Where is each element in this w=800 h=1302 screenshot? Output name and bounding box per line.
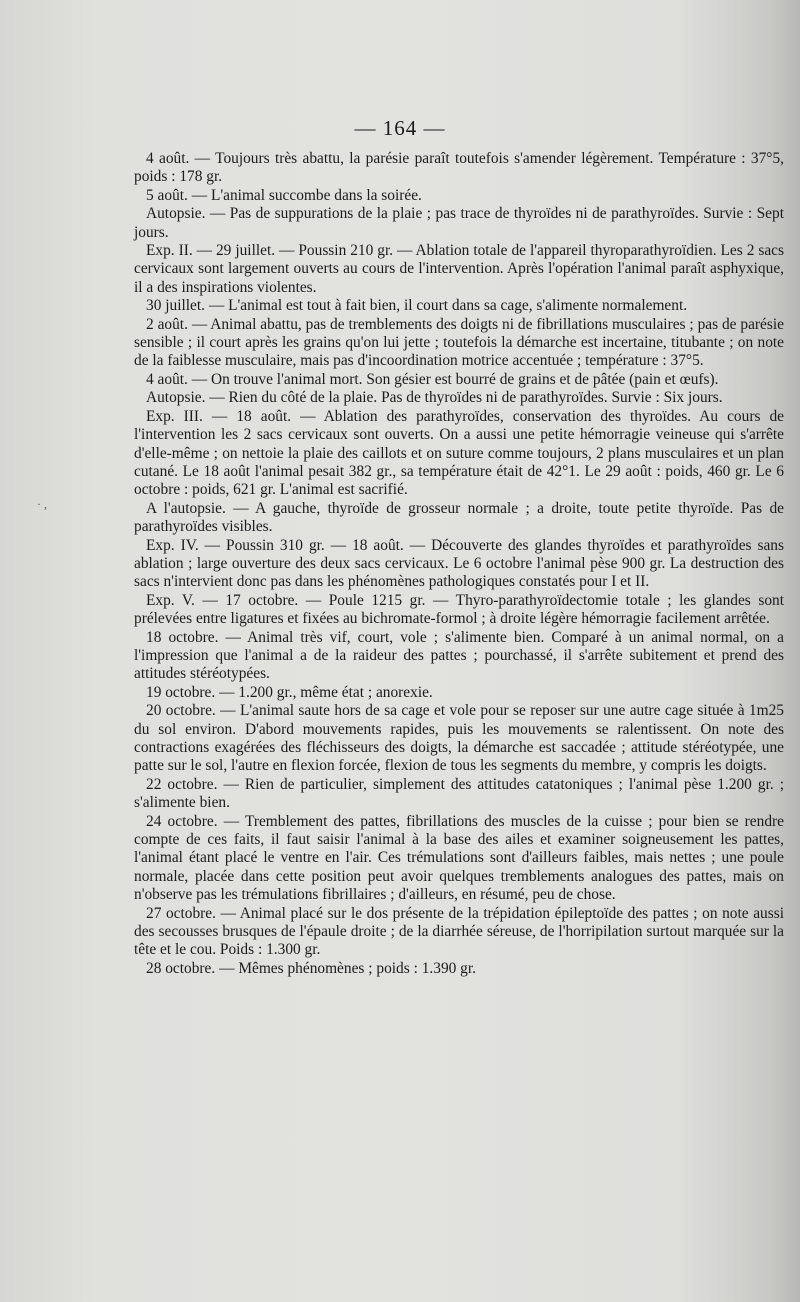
paragraph: Exp. IV. — Poussin 310 gr. — 18 août. — Découverte des glandes thyroïdes et parathyroïdes sans ablation ; large ouverture des deux sacs cervicaux. Le 6 octobre l'animal pèse 900 gr. La destruction des sacs n'intervient donc pas dans les phénomènes pathologiques constatés pour I et II. (134, 536, 784, 591)
paragraph: 24 octobre. — Tremblement des pattes, fibrillations des muscles de la cuisse ; pour bien se rendre compte de ces faits, il faut saisir l'animal à la base des ailes et examiner soigneusement les pattes, l'animal étant placé le ventre en l'air. Ces trémulations sont d'ailleurs faibles, mais nettes ; une poule normale, placée dans cette position peut avoir quelques tremblements analogues des pattes, mais on n'observe pas les trémulations fibrillaires ; d'ailleurs, en résumé, peu de chose. (134, 812, 784, 904)
paragraph: 18 octobre. — Animal très vif, court, vole ; s'alimente bien. Comparé à un animal normal, on a l'impression que l'animal a de la raideur des pattes ; pourchassé, il s'arrête subitement et prend des attitudes stéréotypées. (134, 628, 784, 683)
paragraph: Autopsie. — Pas de suppurations de la plaie ; pas trace de thyroïdes ni de parathyroïdes. Survie : Sept jours. (134, 205, 784, 241)
paragraph: A l'autopsie. — A gauche, thyroïde de grosseur normale ; a droite, toute petite thyroïde. Pas de parathyroïdes visibles. (134, 499, 784, 536)
paragraph: 2 août. — Animal abattu, pas de tremblements des doigts ni de fibrillations musculaires ; pas de parésie sensible ; il court après les grains qu'on lui jette ; toutefois la démarche est incertaine, titubante ; on note de la faiblesse musculaire, mais pas d'incoordination motrice accentuée ; température : 37°5. (134, 315, 784, 370)
paragraph: 20 octobre. — L'animal saute hors de sa cage et vole pour se reposer sur une autre cage située à 1m25 du sol environ. D'abord mouvements rapides, puis les mouvements se ralentissent. On note des contractions exagérées des fléchisseurs des doigts, la démarche est saccadée ; attitude stéréotypée, une patte sur le sol, l'autre en flexion forcée, flexion de tous les segments du membre, y compris les doigts. (134, 702, 784, 775)
paragraph: 30 juillet. — L'animal est tout à fait bien, il court dans sa cage, s'alimente normalement. (146, 297, 688, 315)
margin-mark: · , (37, 497, 47, 511)
paragraph: 4 août. — On trouve l'animal mort. Son gésier est bourré de grains et de pâtée (pain et œufs). (146, 370, 719, 388)
paragraph: Autopsie. — Rien du côté de la plaie. Pas de thyroïdes ni de parathyroïdes. Survie : Six jours. (146, 389, 723, 407)
paragraph: 22 octobre. — Rien de particulier, simplement des attitudes catatoniques ; l'animal pèse 1.200 gr. ; s'alimente bien. (134, 775, 784, 812)
paragraph: Exp. II. — 29 juillet. — Poussin 210 gr. — Ablation totale de l'appareil thyroparathyroïdien. Les 2 sacs cervicaux sont largement ouverts au cours de l'intervention. Après l'opération l'animal paraît asphyxique, il a des inspirations violentes. (134, 242, 784, 296)
paragraph: 5 août. — L'animal succombe dans la soirée. (146, 186, 422, 204)
paragraph: Exp. V. — 17 octobre. — Poule 1215 gr. — Thyro-parathyroïdectomie totale ; les glandes sont prélevées entre ligatures et fixées au bichromate-formol ; à droite légère hémorragie facilement arrêtée. (134, 591, 784, 628)
paragraph: 19 octobre. — 1.200 gr., même état ; anorexie. (146, 683, 433, 701)
page-number: — 164 — (354, 116, 446, 140)
paragraph: 28 octobre. — Mêmes phénomènes ; poids : 1.390 gr. (146, 959, 476, 977)
paragraph: 4 août. — Toujours très abattu, la parésie paraît toutefois s'amender légèrement. Température : 37°5, poids : 178 gr. (134, 150, 784, 186)
paragraph: Exp. III. — 18 août. — Ablation des parathyroïdes, conservation des thyroïdes. Au cours de l'intervention les 2 sacs cervicaux sont ouverts. On a aussi une petite hémorragie veineuse qui s'arrête d'elle-même ; on nettoie la plaie des caillots et on suture comme toujours, 2 plans musculaires et un plan cutané. Le 18 août l'animal pesait 382 gr., sa température était de 42°1. Le 29 août : poids, 460 gr. Le 6 octobre : poids, 621 gr. L'animal est sacrifié. (134, 407, 784, 499)
paragraph: 27 octobre. — Animal placé sur le dos présente de la trépidation épileptoïde des pattes ; on note aussi des secousses brusques de l'épaule droite ; de la diarrhée séreuse, de l'horripilation surtout marquée sur la tête et le cou. Poids : 1.300 gr. (134, 904, 784, 959)
body-text (134, 150, 784, 978)
